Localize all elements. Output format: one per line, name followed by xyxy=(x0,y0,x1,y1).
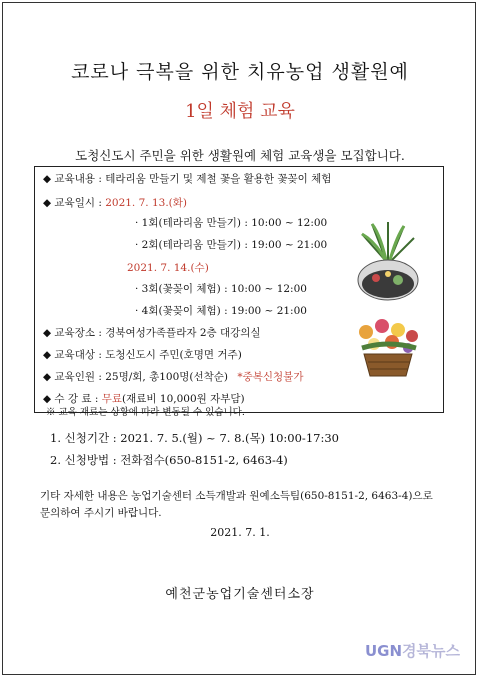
poster-title: 코로나 극복을 위한 치유농업 생활원예 xyxy=(71,61,409,83)
content-row xyxy=(43,171,331,186)
session-4: · 4회(꽃꽂이 체험) : 19:00 ~ 21:00 xyxy=(135,305,307,317)
intro-text: 도청신도시 주민을 위한 생활원예 체험 교육생을 모집합니다. xyxy=(75,148,405,163)
issue-date: 2021. 7. 1. xyxy=(210,526,270,539)
watermark-brand: UGN xyxy=(365,642,403,660)
news-watermark xyxy=(365,640,460,661)
session-1: · 1회(테라리움 만들기) : 10:00 ~ 12:00 xyxy=(135,217,328,229)
contact-text-1: 기타 자세한 내용은 농업기술센터 소득개발과 원예소득팀(650-8151-2, 6463-4)으로 xyxy=(40,490,433,502)
fee-free: 무료 xyxy=(101,393,123,405)
poster-subtitle: 1일 체험 교육 xyxy=(185,101,295,122)
flower-basket-image xyxy=(352,318,424,380)
fee-value: (재료비 10,000원 자부담) xyxy=(122,393,245,405)
target-row xyxy=(43,347,242,362)
watermark-name: 경북뉴스 xyxy=(402,642,461,660)
target-value: 도청신도시 주민(호명면 거주) xyxy=(105,349,242,361)
schedule-row xyxy=(43,195,187,210)
terrarium-image xyxy=(352,220,424,302)
session-3: · 3회(꽃꽂이 체험) : 10:00 ~ 12:00 xyxy=(135,283,307,295)
people-label: ◆ 교육인원 : xyxy=(43,371,106,383)
apply-method: 2. 신청방법 : 전화접수(650-8151-2, 6463-4) xyxy=(50,453,288,467)
people-value: 25명/회, 총100명(선착순) xyxy=(105,371,229,383)
apply-period: 1. 신청기간 : 2021. 7. 5.(월) ~ 7. 8.(목) 10:00-17:30 xyxy=(50,431,339,445)
session-2: · 2회(테라리움 만들기) : 19:00 ~ 21:00 xyxy=(135,239,328,251)
people-note: *중복신청불가 xyxy=(237,371,304,383)
contact-text-2: 문의하여 주시기 바랍니다. xyxy=(40,507,162,519)
place-row xyxy=(43,325,261,340)
people-row xyxy=(43,369,303,384)
target-label: ◆ 교육대상 : xyxy=(43,349,106,361)
fee-label: ◆ 수 강 료 : xyxy=(43,393,102,405)
schedule-date-1: 2021. 7. 13.(화) xyxy=(105,197,187,209)
schedule-label: ◆ 교육일시 : xyxy=(43,197,106,209)
organization-name: 예천군농업기술센터소장 xyxy=(165,587,315,602)
place-label: ◆ 교육장소 : xyxy=(43,327,106,339)
materials-note: ※ 교육 재료는 상황에 따라 변동될 수 있습니다. xyxy=(46,407,245,418)
schedule-date-2: 2021. 7. 14.(수) xyxy=(127,262,209,274)
content-value: 테라리움 만들기 및 제철 꽃을 활용한 꽃꽂이 체험 xyxy=(105,173,332,185)
place-value: 경북여성가족플라자 2층 대강의실 xyxy=(105,327,261,339)
content-label: ◆ 교육내용 : xyxy=(43,173,106,185)
